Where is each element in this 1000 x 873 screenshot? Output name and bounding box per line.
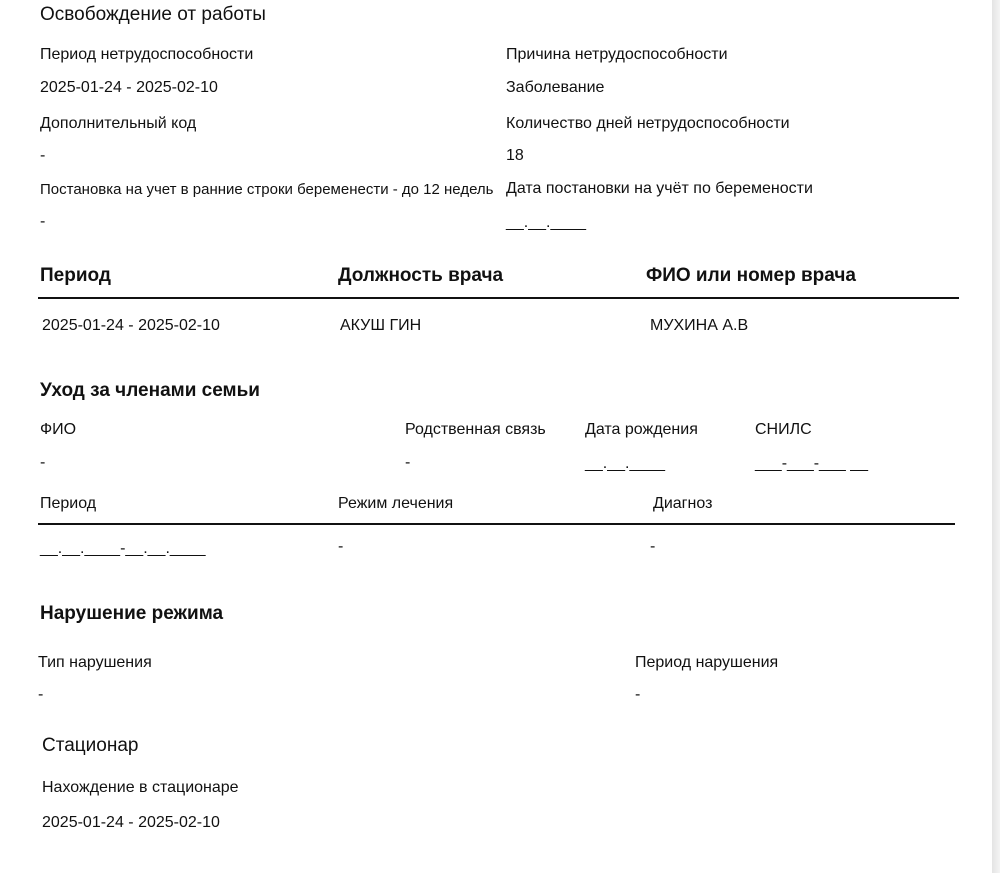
family-fio-label: ФИО [40, 421, 77, 438]
family-birth-value: __.__.____ [585, 455, 666, 472]
family-diagnosis-value: - [650, 538, 656, 555]
table-cell-period: 2025-01-24 - 2025-02-10 [42, 317, 220, 334]
table-header-doctor-name: ФИО или номер врача [646, 265, 856, 286]
period-label: Период нетрудоспособности [40, 46, 254, 63]
section-title-violation: Нарушение режима [40, 603, 224, 624]
pregnancy-date-value: __.__.____ [506, 214, 587, 231]
family-mode-label: Режим лечения [338, 495, 454, 512]
reason-value: Заболевание [506, 79, 605, 96]
family-birth-label: Дата рождения [585, 421, 698, 438]
violation-type-label: Тип нарушения [38, 654, 152, 671]
days-label: Количество дней нетрудоспособности [506, 115, 790, 132]
table-header-doctor-position: Должность врача [338, 265, 504, 286]
family-divider [38, 523, 955, 525]
page-edge [992, 0, 1000, 873]
family-fio-value: - [40, 454, 46, 471]
violation-period-value: - [635, 686, 641, 703]
table-header-period: Период [40, 265, 111, 286]
extra-code-value: - [40, 147, 46, 164]
section-title-family-care: Уход за членами семьи [40, 380, 260, 401]
early-pregnancy-label: Постановка на учет в ранние строки беременести - до 12 недель [40, 181, 494, 198]
hospital-stay-value: 2025-01-24 - 2025-02-10 [42, 814, 220, 831]
family-relation-label: Родственная связь [405, 421, 546, 438]
reason-label: Причина нетрудоспособности [506, 46, 728, 63]
family-diagnosis-label: Диагноз [653, 495, 713, 512]
family-relation-value: - [405, 454, 411, 471]
section-title-sick-leave: Освобождение от работы [40, 4, 266, 25]
early-pregnancy-value: - [40, 213, 46, 230]
table-cell-doctor-name: МУХИНА А.В [650, 317, 749, 334]
table-cell-doctor-position: АКУШ ГИН [340, 317, 422, 334]
violation-period-label: Период нарушения [635, 654, 779, 671]
days-value: 18 [506, 147, 524, 164]
violation-type-value: - [38, 686, 44, 703]
period-value: 2025-01-24 - 2025-02-10 [40, 79, 218, 96]
family-period-value: __.__.____-__.__.____ [40, 540, 206, 557]
hospital-stay-label: Нахождение в стационаре [42, 779, 239, 796]
family-period-label: Период [40, 495, 97, 512]
family-snils-value: ___-___-___ __ [755, 455, 868, 472]
table-divider [38, 297, 959, 299]
section-title-hospital: Стационар [42, 735, 139, 756]
pregnancy-date-label: Дата постановки на учёт по беремености [506, 180, 813, 197]
extra-code-label: Дополнительный код [40, 115, 197, 132]
family-snils-label: СНИЛС [755, 421, 812, 438]
family-mode-value: - [338, 538, 344, 555]
